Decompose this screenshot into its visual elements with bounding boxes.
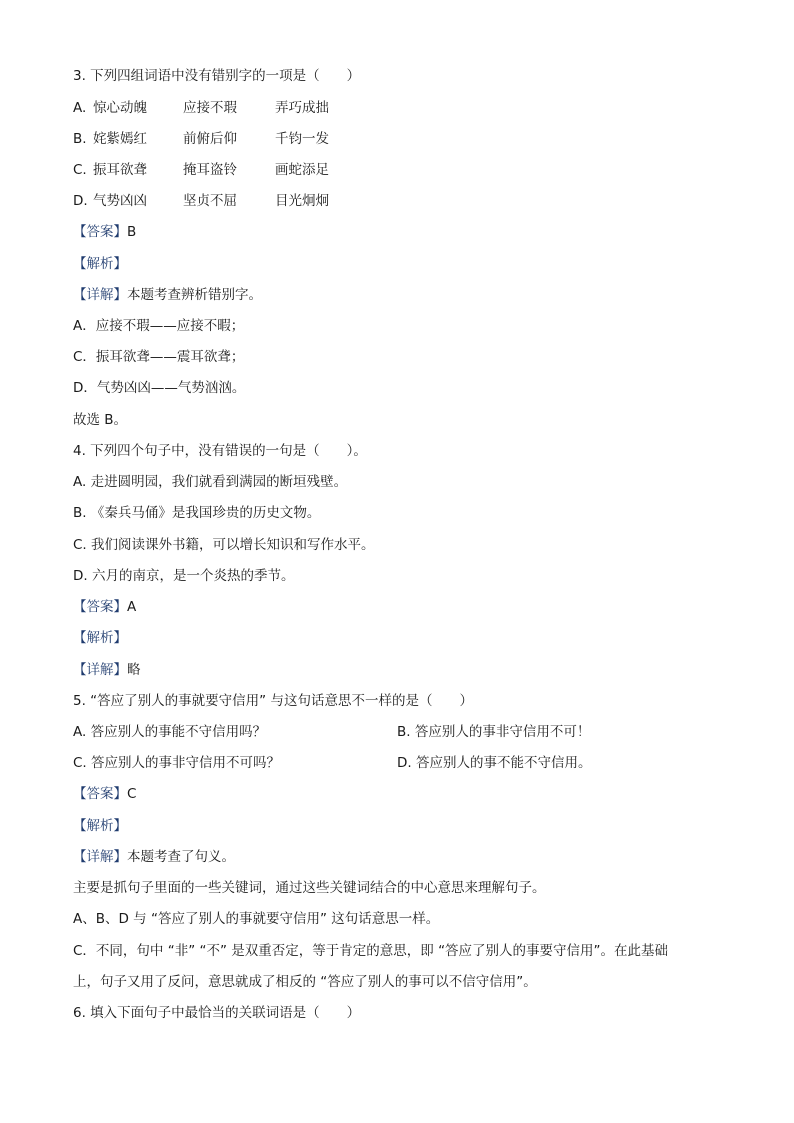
answer-tag: 【答案】 xyxy=(73,224,127,240)
detail-tag: 【详解】 xyxy=(73,849,127,865)
q3-analysis-line: C．振耳欲聋——震耳欲聋； xyxy=(73,349,245,365)
option-word: 前俯后仰 xyxy=(183,131,237,147)
option-word: 应接不瑕 xyxy=(183,100,237,116)
q5-analysis-line: A、B、D 与 “答应了别人的事就要守信用” 这句话意思一样。 xyxy=(73,911,440,927)
q5-analysis-line: 主要是抓句子里面的一些关键词，通过这些关键词结合的中心意思来理解句子。 xyxy=(73,880,546,896)
q4-detail xyxy=(73,660,141,680)
q3-option-a xyxy=(73,98,329,118)
detail-text: 本题考查辨析错别字。 xyxy=(127,287,262,303)
q5-detail xyxy=(73,847,235,867)
q3-conclusion: 故选 B。 xyxy=(73,412,128,428)
q4-analysis-tag xyxy=(73,628,127,648)
q4-option-c: C. 我们阅读课外书籍，可以增长知识和写作水平。 xyxy=(73,537,375,553)
q3-option-d xyxy=(73,191,329,211)
q5-option-d: D. 答应别人的事不能不守信用。 xyxy=(397,755,592,771)
option-word: 掩耳盗铃 xyxy=(183,162,237,178)
analysis-tag: 【解析】 xyxy=(73,630,127,646)
option-label: D. xyxy=(73,193,88,209)
q3-option-b xyxy=(73,129,329,149)
analysis-tag: 【解析】 xyxy=(73,818,127,834)
analysis-tag: 【解析】 xyxy=(73,256,127,272)
option-word: 坚贞不屈 xyxy=(183,193,237,209)
q3-detail xyxy=(73,285,262,305)
option-word: 目光炯炯 xyxy=(275,193,329,209)
q5-options-row-1 xyxy=(73,722,590,742)
detail-tag: 【详解】 xyxy=(73,287,127,303)
q4-option-a: A. 走进圆明园，我们就看到满园的断垣残壁。 xyxy=(73,474,348,490)
option-word: 弄巧成拙 xyxy=(275,100,329,116)
q4-stem: 4. 下列四个句子中，没有错误的一句是（ ）。 xyxy=(73,443,367,459)
answer-value: C xyxy=(127,786,137,802)
q5-options-row-2 xyxy=(73,753,591,773)
q5-analysis-tag xyxy=(73,816,127,836)
option-word: 姹紫嫣红 xyxy=(93,131,147,147)
answer-tag: 【答案】 xyxy=(73,599,127,615)
answer-tag: 【答案】 xyxy=(73,786,127,802)
q5-analysis-line: 上，句子又用了反问，意思就成了相反的 “答应了别人的事可以不信守信用”。 xyxy=(73,974,537,990)
option-word: 画蛇添足 xyxy=(275,162,329,178)
answer-value: A xyxy=(127,599,137,615)
option-label: B. xyxy=(73,131,87,147)
q3-analysis-tag xyxy=(73,254,127,274)
q5-analysis-line: C．不同，句中 “非” “不” 是双重否定，等于肯定的意思，即 “答应了别人的事要守信用”。在此基础 xyxy=(73,943,669,959)
q3-option-c xyxy=(73,160,329,180)
q6-stem: 6. 填入下面句子中最恰当的关联词语是（ ） xyxy=(73,1005,361,1021)
q5-option-c: C. 答应别人的事非守信用不可吗？ xyxy=(73,755,281,771)
q5-stem: 5. “答应了别人的事就要守信用” 与这句话意思不一样的是（ ） xyxy=(73,693,473,709)
option-label: A. xyxy=(73,100,87,116)
q4-option-b: B. 《秦兵马俑》是我国珍贵的历史文物。 xyxy=(73,505,321,521)
q5-answer xyxy=(73,784,136,804)
option-word: 气势凶凶 xyxy=(93,193,147,209)
option-word: 振耳欲聋 xyxy=(93,162,147,178)
q5-option-a: A. 答应别人的事能不守信用吗？ xyxy=(73,724,267,740)
q4-answer xyxy=(73,597,136,617)
q3-analysis-line: D．气势凶凶——气势汹汹。 xyxy=(73,380,246,396)
q4-option-d: D. 六月的南京，是一个炎热的季节。 xyxy=(73,568,295,584)
detail-text: 略 xyxy=(127,662,141,678)
answer-value: B xyxy=(127,224,137,240)
q3-analysis-line: A．应接不瑕——应接不暇； xyxy=(73,318,245,334)
q5-option-b: B. 答应别人的事非守信用不可！ xyxy=(397,724,591,740)
q3-answer xyxy=(73,222,136,242)
detail-text: 本题考查了句义。 xyxy=(127,849,235,865)
option-label: C. xyxy=(73,162,87,178)
q3-stem: 3. 下列四组词语中没有错别字的一项是（ ） xyxy=(73,68,361,84)
option-word: 惊心动魄 xyxy=(93,100,147,116)
option-word: 千钧一发 xyxy=(275,131,329,147)
detail-tag: 【详解】 xyxy=(73,662,127,678)
